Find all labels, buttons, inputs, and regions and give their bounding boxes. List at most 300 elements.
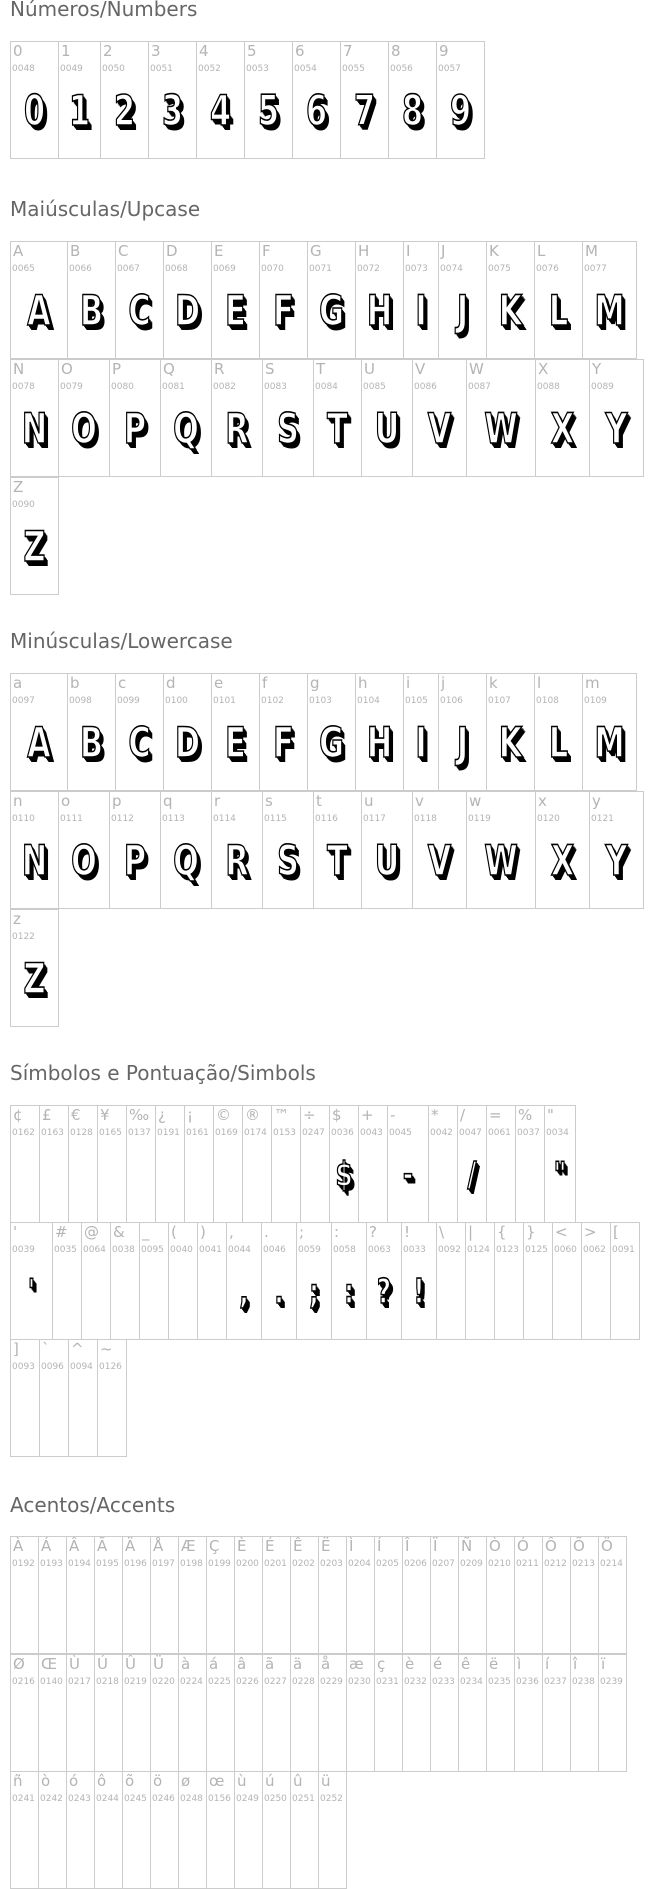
glyph-preview: A: [27, 286, 51, 335]
glyph-cell: [66, 1654, 95, 1772]
glyph-cell: [552, 1222, 582, 1340]
glyph-cell: [196, 41, 245, 159]
character-code: 0137: [128, 1128, 151, 1138]
character-label: Ã: [97, 1537, 108, 1555]
glyph-preview: F: [273, 718, 294, 767]
character-label: ¢: [13, 1106, 23, 1124]
character-code: 0049: [60, 64, 83, 74]
glyph-cell: [184, 1105, 214, 1223]
character-code: 0081: [162, 382, 185, 392]
character-label: ©: [216, 1106, 231, 1124]
character-code: 0234: [460, 1677, 483, 1687]
character-label: *: [431, 1106, 439, 1124]
glyph-cell: [10, 791, 59, 909]
character-code: 0074: [440, 264, 463, 274]
character-label: é: [433, 1655, 443, 1673]
character-code: 0153: [273, 1128, 296, 1138]
character-code: 0078: [12, 382, 35, 392]
character-code: 0237: [544, 1677, 567, 1687]
glyph-cell: [10, 1339, 40, 1457]
character-code: 0236: [516, 1677, 539, 1687]
character-code: 0064: [83, 1245, 106, 1255]
character-label: ,: [229, 1223, 234, 1241]
character-label: Ë: [321, 1537, 331, 1555]
character-code: 0204: [348, 1559, 371, 1569]
glyph-cell: [412, 791, 467, 909]
character-code: 0198: [180, 1559, 203, 1569]
glyph-preview: E: [225, 286, 246, 335]
character-code: 0046: [263, 1245, 286, 1255]
character-code: 0066: [69, 264, 92, 274]
character-code: 0102: [261, 696, 284, 706]
glyph-cell: [178, 1771, 207, 1889]
character-code: 0232: [404, 1677, 427, 1687]
character-code: 0163: [41, 1128, 64, 1138]
glyph-cell: [234, 1536, 263, 1654]
glyph-preview: E: [225, 718, 246, 767]
glyph-preview: ': [27, 1272, 36, 1312]
glyph-preview: $: [335, 1155, 353, 1195]
character-label: J: [441, 242, 446, 260]
glyph-cell: [94, 1654, 123, 1772]
character-code: 0230: [348, 1677, 371, 1687]
character-code: 0224: [180, 1677, 203, 1687]
character-code: 0226: [236, 1677, 259, 1687]
glyph-cell: [361, 791, 413, 909]
character-label: <: [555, 1223, 568, 1241]
glyph-cell: [126, 1105, 156, 1223]
character-label: g: [310, 674, 320, 692]
glyph-cell: [67, 241, 116, 359]
character-code: 0120: [537, 814, 560, 824]
glyph-cell: [598, 1654, 627, 1772]
glyph-preview: O: [71, 836, 97, 885]
character-label: +: [361, 1106, 374, 1124]
character-label: a: [13, 674, 23, 692]
character-label: à: [181, 1655, 191, 1673]
character-code: 0098: [69, 696, 92, 706]
character-label: ]: [13, 1340, 19, 1358]
glyph-preview: 7: [353, 86, 376, 135]
glyph-preview: D: [174, 718, 201, 767]
character-code: 0067: [117, 264, 140, 274]
glyph-preview: L: [548, 286, 569, 335]
character-label: 8: [391, 42, 401, 60]
glyph-cell: [160, 359, 212, 477]
character-label: ñ: [13, 1772, 23, 1790]
glyph-cell: [486, 1105, 516, 1223]
character-code: 0192: [12, 1559, 35, 1569]
character-label: Ê: [293, 1537, 303, 1555]
character-code: 0058: [333, 1245, 356, 1255]
character-code: 0196: [124, 1559, 147, 1569]
character-label: í: [545, 1655, 550, 1673]
character-label: &: [113, 1223, 125, 1241]
character-label: Õ: [573, 1537, 585, 1555]
glyph-cell: [10, 1771, 39, 1889]
glyph-cell: [115, 673, 164, 791]
glyph-cell: [374, 1536, 403, 1654]
glyph-preview: 2: [113, 86, 136, 135]
character-label: p: [112, 792, 122, 810]
character-label: õ: [125, 1772, 135, 1790]
character-label: x: [538, 792, 547, 810]
character-label: |: [468, 1223, 474, 1241]
character-label: 6: [295, 42, 305, 60]
glyph-preview: V: [427, 404, 452, 453]
character-code: 0091: [612, 1245, 635, 1255]
glyph-cell: [514, 1536, 543, 1654]
character-label: R: [214, 360, 225, 378]
glyph-cell: [10, 241, 68, 359]
character-label: S: [265, 360, 275, 378]
section-title: Símbolos e Pontuação/Simbols: [10, 1061, 316, 1085]
glyph-preview: M: [594, 718, 625, 767]
glyph-preview: I: [415, 286, 427, 335]
character-code: 0238: [572, 1677, 595, 1687]
character-label: z: [13, 910, 21, 928]
character-code: 0077: [584, 264, 607, 274]
character-label: (: [171, 1223, 177, 1241]
character-code: 0035: [54, 1245, 77, 1255]
character-label: Q: [163, 360, 175, 378]
glyph-cell: [58, 791, 110, 909]
character-label: U: [364, 360, 375, 378]
character-code: 0216: [12, 1677, 35, 1687]
glyph-cell: [402, 1654, 431, 1772]
character-label: Ú: [97, 1655, 108, 1673]
character-code: 0043: [360, 1128, 383, 1138]
glyph-cell: [109, 359, 161, 477]
character-label: ‰: [129, 1106, 150, 1124]
character-label: B: [70, 242, 81, 260]
glyph-preview: J: [456, 718, 469, 767]
glyph-cell: [331, 1222, 367, 1340]
glyph-cell: [68, 1339, 98, 1457]
glyph-cell: [122, 1654, 151, 1772]
glyph-preview: A: [27, 718, 51, 767]
glyph-preview: B: [79, 718, 104, 767]
character-label: V: [415, 360, 426, 378]
glyph-cell: [94, 1536, 123, 1654]
character-label: %: [518, 1106, 533, 1124]
character-code: 0161: [186, 1128, 209, 1138]
glyph-preview: T: [327, 836, 348, 885]
character-code: 0104: [357, 696, 380, 706]
character-code: 0069: [213, 264, 236, 274]
character-label: $: [332, 1106, 342, 1124]
character-code: 0053: [246, 64, 269, 74]
glyph-cell: [355, 241, 404, 359]
glyph-preview: Z: [23, 954, 46, 1003]
character-code: 0125: [525, 1245, 548, 1255]
character-label: ù: [237, 1772, 247, 1790]
glyph-cell: [110, 1222, 140, 1340]
character-label: Y: [592, 360, 602, 378]
character-code: 0054: [294, 64, 317, 74]
character-code: 0212: [544, 1559, 567, 1569]
glyph-preview: K: [498, 718, 523, 767]
character-label: `: [42, 1340, 50, 1358]
character-label: ?: [369, 1223, 377, 1241]
glyph-preview: M: [594, 286, 625, 335]
glyph-cell: [307, 673, 356, 791]
glyph-cell: [262, 1536, 291, 1654]
character-code: 0225: [208, 1677, 231, 1687]
character-label: œ: [209, 1772, 225, 1790]
glyph-cell: [300, 1105, 330, 1223]
glyph-cell: [346, 1654, 375, 1772]
glyph-cell: [428, 1105, 458, 1223]
character-label: ó: [69, 1772, 79, 1790]
character-label: Û: [125, 1655, 136, 1673]
character-label: N: [13, 360, 25, 378]
glyph-cell: [514, 1654, 543, 1772]
glyph-cell: [150, 1771, 179, 1889]
character-label: -: [390, 1106, 396, 1124]
character-code: 0107: [488, 696, 511, 706]
glyph-preview: X: [550, 836, 575, 885]
character-label: 0: [13, 42, 23, 60]
glyph-preview: Y: [605, 836, 628, 885]
character-label: Ù: [69, 1655, 80, 1673]
character-code: 0100: [165, 696, 188, 706]
glyph-cell: [412, 359, 467, 477]
character-code: 0233: [432, 1677, 455, 1687]
character-code: 0057: [438, 64, 461, 74]
character-label: Ø: [13, 1655, 25, 1673]
glyph-cell: [10, 359, 59, 477]
character-code: 0201: [264, 1559, 287, 1569]
glyph-cell: [598, 1536, 627, 1654]
glyph-cell: [346, 1536, 375, 1654]
character-code: 0080: [111, 382, 134, 392]
character-label: [: [613, 1223, 619, 1241]
character-code: 0111: [60, 814, 83, 824]
character-label: Ô: [545, 1537, 557, 1555]
character-label: ê: [461, 1655, 471, 1673]
glyph-preview: .: [274, 1272, 284, 1312]
glyph-cell: [313, 791, 362, 909]
glyph-cell: [67, 673, 116, 791]
glyph-preview: C: [128, 286, 151, 335]
character-code: 0071: [309, 264, 332, 274]
glyph-preview: !: [413, 1272, 425, 1312]
glyph-cell: [206, 1771, 235, 1889]
glyph-preview: N: [21, 404, 48, 453]
glyph-preview: Q: [173, 836, 199, 885]
character-label: f: [262, 674, 268, 692]
character-label: 3: [151, 42, 161, 60]
glyph-row: [10, 1654, 627, 1772]
glyph-cell: [318, 1654, 347, 1772]
glyph-cell: [58, 359, 110, 477]
glyph-preview: 6: [305, 86, 328, 135]
glyph-cell: [38, 1654, 67, 1772]
character-code: 0123: [496, 1245, 519, 1255]
glyph-preview: P: [123, 404, 147, 453]
glyph-cell: [148, 41, 197, 159]
glyph-preview: R: [225, 836, 249, 885]
character-code: 0193: [40, 1559, 63, 1569]
glyph-preview: O: [71, 404, 97, 453]
character-label: Ñ: [461, 1537, 473, 1555]
glyph-cell: [262, 791, 314, 909]
character-label: L: [537, 242, 546, 260]
character-code: 0244: [96, 1794, 119, 1804]
glyph-cell: [329, 1105, 359, 1223]
character-label: Á: [41, 1537, 52, 1555]
glyph-cell: [38, 1771, 67, 1889]
glyph-cell: [10, 1222, 53, 1340]
section-title: Minúsculas/Lowercase: [10, 629, 233, 653]
character-label: Ü: [153, 1655, 164, 1673]
character-code: 0068: [165, 264, 188, 274]
glyph-preview: ,: [239, 1272, 249, 1312]
glyph-preview: 4: [209, 86, 232, 135]
glyph-cell: [581, 1222, 611, 1340]
glyph-cell: [534, 673, 583, 791]
character-code: 0191: [157, 1128, 180, 1138]
character-label: Â: [69, 1537, 80, 1555]
character-code: 0060: [554, 1245, 577, 1255]
character-code: 0231: [376, 1677, 399, 1687]
character-code: 0112: [111, 814, 134, 824]
character-code: 0242: [40, 1794, 63, 1804]
glyph-cell: [589, 791, 644, 909]
character-code: 0051: [150, 64, 173, 74]
glyph-preview: U: [374, 404, 400, 453]
glyph-cell: [58, 41, 101, 159]
character-label: C: [118, 242, 129, 260]
character-label: h: [358, 674, 368, 692]
character-code: 0109: [584, 696, 607, 706]
glyph-preview: J: [456, 286, 469, 335]
character-label: q: [163, 792, 173, 810]
character-code: 0042: [430, 1128, 453, 1138]
character-code: 0061: [488, 1128, 511, 1138]
character-code: 0079: [60, 382, 83, 392]
character-code: 0249: [236, 1794, 259, 1804]
glyph-cell: [226, 1222, 262, 1340]
character-code: 0195: [96, 1559, 119, 1569]
character-label: T: [316, 360, 326, 378]
character-code: 0087: [468, 382, 491, 392]
character-label: D: [166, 242, 178, 260]
character-code: 0210: [488, 1559, 511, 1569]
character-label: y: [592, 792, 601, 810]
character-label: Æ: [181, 1537, 196, 1555]
character-code: 0044: [228, 1245, 251, 1255]
glyph-preview: T: [327, 404, 348, 453]
glyph-cell: [296, 1222, 332, 1340]
character-label: ®: [245, 1106, 260, 1124]
glyph-row: [10, 1771, 347, 1889]
character-label: Ö: [601, 1537, 613, 1555]
character-label: 7: [343, 42, 353, 60]
character-code: 0096: [41, 1362, 64, 1372]
glyph-preview: Q: [173, 404, 199, 453]
character-label: m: [585, 674, 600, 692]
glyph-cell: [402, 1536, 431, 1654]
character-label: j: [441, 674, 446, 692]
character-code: 0202: [292, 1559, 315, 1569]
character-code: 0219: [124, 1677, 147, 1687]
character-label: G: [310, 242, 322, 260]
character-label: i: [406, 674, 411, 692]
character-code: 0140: [40, 1677, 63, 1687]
glyph-cell: [292, 41, 341, 159]
character-code: 0034: [546, 1128, 569, 1138]
character-label: 1: [61, 42, 71, 60]
glyph-preview: L: [548, 718, 569, 767]
glyph-preview: Z: [23, 522, 46, 571]
glyph-cell: [534, 241, 583, 359]
character-label: _: [142, 1223, 150, 1241]
character-label: Œ: [41, 1655, 58, 1673]
glyph-cell: [535, 791, 590, 909]
glyph-cell: [10, 41, 59, 159]
character-label: 5: [247, 42, 257, 60]
character-label: P: [112, 360, 122, 378]
glyph-cell: [544, 1105, 576, 1223]
character-code: 0200: [236, 1559, 259, 1569]
glyph-cell: [211, 791, 263, 909]
glyph-row: [10, 1536, 627, 1654]
character-label: 9: [439, 42, 449, 60]
character-label: É: [265, 1537, 275, 1555]
character-code: 0039: [12, 1245, 35, 1255]
glyph-cell: [10, 909, 59, 1027]
glyph-preview: S: [277, 404, 299, 453]
glyph-row: [10, 1105, 576, 1223]
character-code: 0106: [440, 696, 463, 706]
glyph-cell: [261, 1222, 297, 1340]
character-label: :: [334, 1223, 340, 1241]
glyph-cell: [234, 1771, 263, 1889]
character-code: 0165: [99, 1128, 122, 1138]
glyph-row: [10, 477, 59, 595]
character-code: 0092: [438, 1245, 461, 1255]
character-label: Í: [377, 1537, 382, 1555]
glyph-preview: Y: [605, 404, 628, 453]
character-label: £: [42, 1106, 52, 1124]
character-label: ¥: [100, 1106, 110, 1124]
glyph-cell: [438, 241, 487, 359]
glyph-cell: [163, 673, 212, 791]
glyph-preview: R: [225, 404, 249, 453]
glyph-preview: H: [366, 718, 393, 767]
glyph-preview: U: [374, 836, 400, 885]
character-label: å: [321, 1655, 331, 1673]
glyph-cell: [290, 1536, 319, 1654]
glyph-preview: H: [366, 286, 393, 335]
character-code: 0243: [68, 1794, 91, 1804]
character-code: 0121: [591, 814, 614, 824]
glyph-preview: -: [402, 1155, 414, 1195]
character-code: 0065: [12, 264, 35, 274]
character-label: K: [489, 242, 499, 260]
character-label: l: [537, 674, 542, 692]
glyph-cell: [515, 1105, 545, 1223]
character-label: A: [13, 242, 24, 260]
glyph-cell: [465, 1222, 495, 1340]
glyph-cell: [486, 1654, 515, 1772]
glyph-preview: G: [319, 718, 344, 767]
character-code: 0252: [320, 1794, 343, 1804]
character-label: €: [71, 1106, 81, 1124]
character-code: 0220: [152, 1677, 175, 1687]
